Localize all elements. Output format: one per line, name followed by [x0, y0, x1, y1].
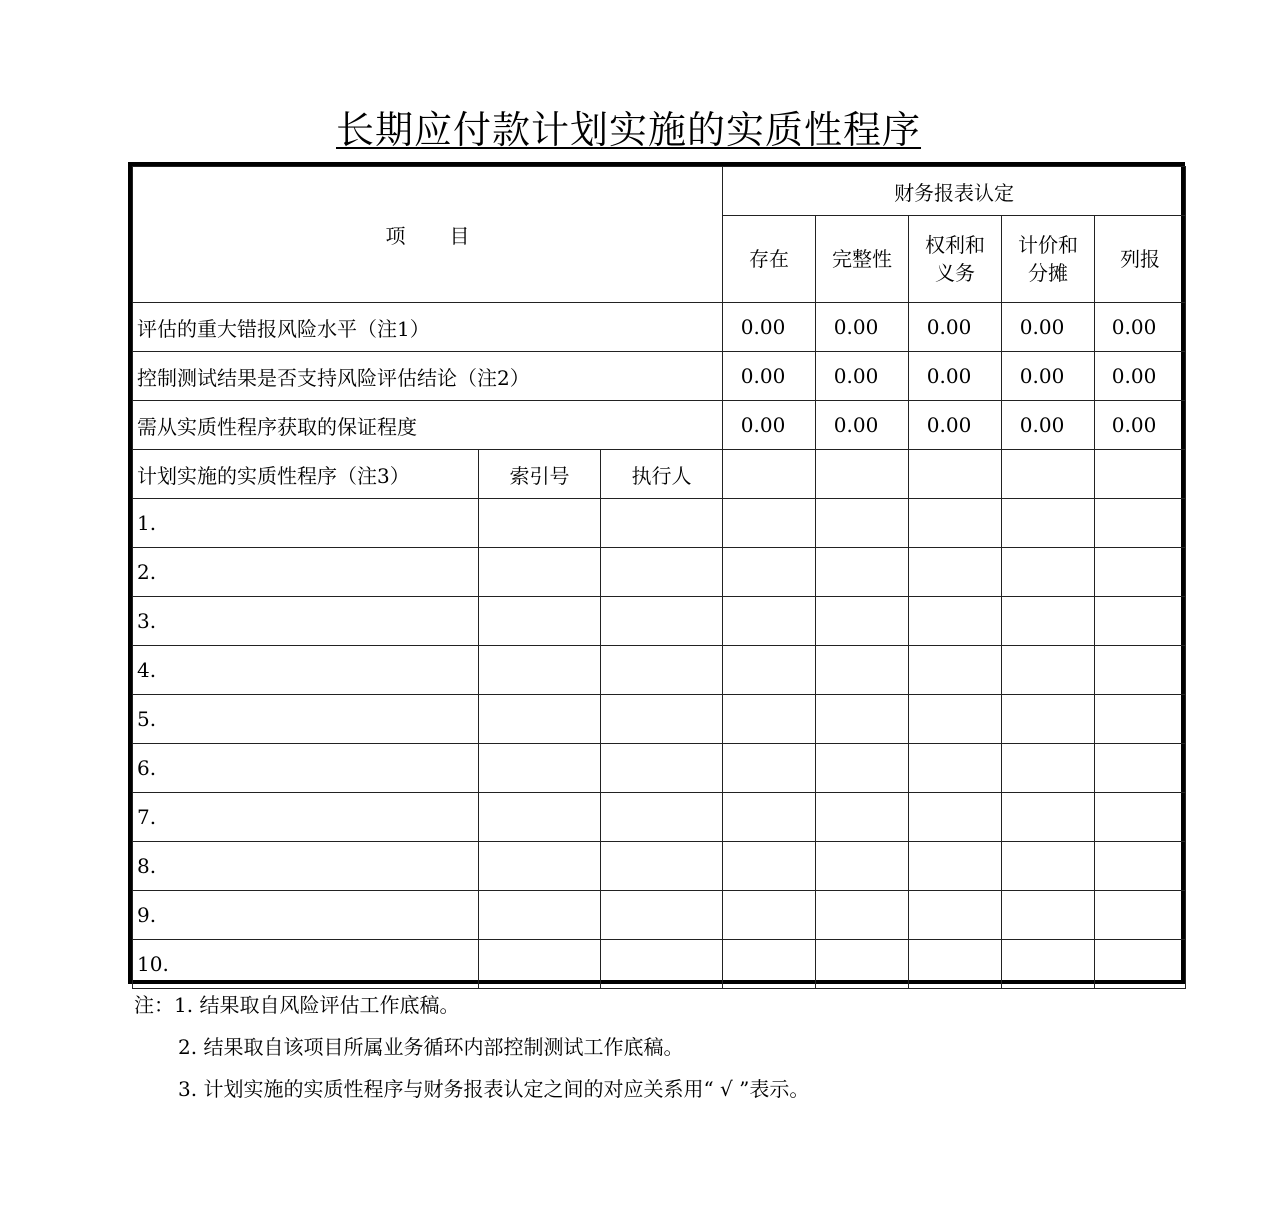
index-cell[interactable]: [479, 695, 601, 744]
assertion-check-cell[interactable]: [1002, 548, 1095, 597]
assertion-check-cell[interactable]: [723, 793, 816, 842]
index-cell[interactable]: [479, 793, 601, 842]
executor-cell[interactable]: [601, 940, 723, 989]
index-cell[interactable]: [479, 499, 601, 548]
assertion-check-cell[interactable]: [816, 499, 909, 548]
notes-section: [134, 990, 809, 1116]
assertion-check-cell[interactable]: [723, 646, 816, 695]
summary-row: [133, 352, 1186, 401]
assertion-check-cell[interactable]: [816, 597, 909, 646]
value-cell[interactable]: 0.00: [723, 401, 816, 450]
executor-cell[interactable]: [601, 548, 723, 597]
assertion-check-cell[interactable]: [909, 499, 1002, 548]
procedure-label[interactable]: 5.: [133, 695, 479, 744]
assertion-check-cell[interactable]: [723, 597, 816, 646]
procedure-row: [133, 793, 1186, 842]
assertion-header-valuation: 计价和 分摊: [1002, 216, 1095, 303]
procedure-row: [133, 940, 1186, 989]
assertion-check-cell[interactable]: [909, 891, 1002, 940]
assertion-check-cell[interactable]: [909, 793, 1002, 842]
assertion-check-cell[interactable]: [1002, 891, 1095, 940]
empty-cell[interactable]: [723, 450, 816, 499]
index-cell[interactable]: [479, 744, 601, 793]
item-header: 项目: [133, 167, 723, 303]
assertion-check-cell[interactable]: [816, 548, 909, 597]
assertion-check-cell[interactable]: [1002, 793, 1095, 842]
value-cell[interactable]: 0.00: [1002, 352, 1095, 401]
executor-cell[interactable]: [601, 695, 723, 744]
procedure-row: [133, 597, 1186, 646]
value-cell[interactable]: 0.00: [816, 352, 909, 401]
summary-label: 评估的重大错报风险水平（注1）: [133, 303, 723, 352]
executor-cell[interactable]: [601, 744, 723, 793]
procedure-label[interactable]: 6.: [133, 744, 479, 793]
assertion-check-cell[interactable]: [1095, 842, 1186, 891]
assertion-check-cell[interactable]: [1002, 597, 1095, 646]
index-cell[interactable]: [479, 842, 601, 891]
procedures-table: [128, 162, 1185, 984]
executor-cell[interactable]: [601, 499, 723, 548]
assertion-check-cell[interactable]: [1095, 891, 1186, 940]
assertion-check-cell[interactable]: [723, 548, 816, 597]
procedure-label[interactable]: 1.: [133, 499, 479, 548]
index-cell[interactable]: [479, 548, 601, 597]
assertion-check-cell[interactable]: [723, 499, 816, 548]
value-cell[interactable]: 0.00: [723, 352, 816, 401]
assertion-check-cell[interactable]: [1095, 597, 1186, 646]
assertion-check-cell[interactable]: [816, 891, 909, 940]
assertion-check-cell[interactable]: [723, 940, 816, 989]
assertion-check-cell[interactable]: [909, 695, 1002, 744]
assertion-check-cell[interactable]: [816, 646, 909, 695]
summary-label: 控制测试结果是否支持风险评估结论（注2）: [133, 352, 723, 401]
procedure-label[interactable]: 7.: [133, 793, 479, 842]
index-cell[interactable]: [479, 891, 601, 940]
executor-cell[interactable]: [601, 842, 723, 891]
assertion-check-cell[interactable]: [816, 695, 909, 744]
executor-cell[interactable]: [601, 597, 723, 646]
procedure-row: [133, 842, 1186, 891]
assertion-check-cell[interactable]: [1095, 548, 1186, 597]
assertion-check-cell[interactable]: [909, 548, 1002, 597]
page-title: 长期应付款计划实施的实质性程序: [336, 108, 922, 152]
assertion-check-cell[interactable]: [723, 744, 816, 793]
assertion-check-cell[interactable]: [723, 842, 816, 891]
empty-cell[interactable]: [909, 450, 1002, 499]
value-cell[interactable]: 0.00: [909, 303, 1002, 352]
procedures-header-label: 计划实施的实质性程序（注3）: [133, 450, 479, 499]
assertion-header-existence: 存在: [723, 216, 816, 303]
assertion-check-cell[interactable]: [1095, 744, 1186, 793]
procedure-label[interactable]: 8.: [133, 842, 479, 891]
assertion-check-cell[interactable]: [1002, 940, 1095, 989]
assertion-check-cell[interactable]: [1002, 646, 1095, 695]
index-cell[interactable]: [479, 597, 601, 646]
executor-cell[interactable]: [601, 891, 723, 940]
procedure-label[interactable]: 10.: [133, 940, 479, 989]
procedure-row: [133, 744, 1186, 793]
value-cell[interactable]: 0.00: [1095, 401, 1186, 450]
assertion-check-cell[interactable]: [1095, 695, 1186, 744]
assertion-header-presentation: 列报: [1095, 216, 1186, 303]
assertions-group-header: 财务报表认定: [723, 167, 1186, 216]
assertion-check-cell[interactable]: [1002, 842, 1095, 891]
assertion-check-cell[interactable]: [723, 695, 816, 744]
assertion-check-cell[interactable]: [1002, 499, 1095, 548]
procedure-row: [133, 891, 1186, 940]
assertion-check-cell[interactable]: [909, 842, 1002, 891]
procedure-label[interactable]: 2.: [133, 548, 479, 597]
value-cell[interactable]: 0.00: [723, 303, 816, 352]
assertion-check-cell[interactable]: [1002, 695, 1095, 744]
procedure-label[interactable]: 3.: [133, 597, 479, 646]
assertion-header-completeness: 完整性: [816, 216, 909, 303]
assertion-check-cell[interactable]: [1095, 499, 1186, 548]
index-header: 索引号: [479, 450, 601, 499]
summary-row: [133, 303, 1186, 352]
note-3: 3. 计划实施的实质性程序与财务报表认定之间的对应关系用“ √ ”表示。: [178, 1077, 810, 1101]
procedure-label[interactable]: 9.: [133, 891, 479, 940]
value-cell[interactable]: 0.00: [1095, 352, 1186, 401]
procedure-row: [133, 695, 1186, 744]
assertion-check-cell[interactable]: [816, 940, 909, 989]
value-cell[interactable]: 0.00: [1002, 401, 1095, 450]
procedure-row: [133, 548, 1186, 597]
assertion-check-cell[interactable]: [909, 744, 1002, 793]
value-cell[interactable]: 0.00: [1095, 303, 1186, 352]
summary-row: [133, 401, 1186, 450]
value-cell[interactable]: 0.00: [1002, 303, 1095, 352]
assertion-check-cell[interactable]: [909, 646, 1002, 695]
value-cell[interactable]: 0.00: [816, 303, 909, 352]
procedure-row: [133, 646, 1186, 695]
procedure-label[interactable]: 4.: [133, 646, 479, 695]
assertion-check-cell[interactable]: [816, 793, 909, 842]
empty-cell[interactable]: [1095, 450, 1186, 499]
assertion-check-cell[interactable]: [816, 744, 909, 793]
empty-cell[interactable]: [1002, 450, 1095, 499]
index-cell[interactable]: [479, 646, 601, 695]
value-cell[interactable]: 0.00: [909, 352, 1002, 401]
executor-cell[interactable]: [601, 793, 723, 842]
summary-label: 需从实质性程序获取的保证程度: [133, 401, 723, 450]
assertion-check-cell[interactable]: [909, 597, 1002, 646]
assertion-check-cell[interactable]: [723, 891, 816, 940]
executor-cell[interactable]: [601, 646, 723, 695]
note-2: 2. 结果取自该项目所属业务循环内部控制测试工作底稿。: [178, 1035, 684, 1059]
executor-header: 执行人: [601, 450, 723, 499]
assertion-check-cell[interactable]: [909, 940, 1002, 989]
empty-cell[interactable]: [816, 450, 909, 499]
value-cell[interactable]: 0.00: [909, 401, 1002, 450]
assertion-header-rights: 权利和 义务: [909, 216, 1002, 303]
assertion-check-cell[interactable]: [1095, 793, 1186, 842]
value-cell[interactable]: 0.00: [816, 401, 909, 450]
assertion-check-cell[interactable]: [1002, 744, 1095, 793]
assertion-check-cell[interactable]: [816, 842, 909, 891]
procedure-row: [133, 499, 1186, 548]
assertion-check-cell[interactable]: [1095, 940, 1186, 989]
procedures-header-row: [133, 450, 1186, 499]
index-cell[interactable]: [479, 940, 601, 989]
assertion-check-cell[interactable]: [1095, 646, 1186, 695]
note-1: 注：1. 结果取自风险评估工作底稿。: [134, 993, 460, 1017]
